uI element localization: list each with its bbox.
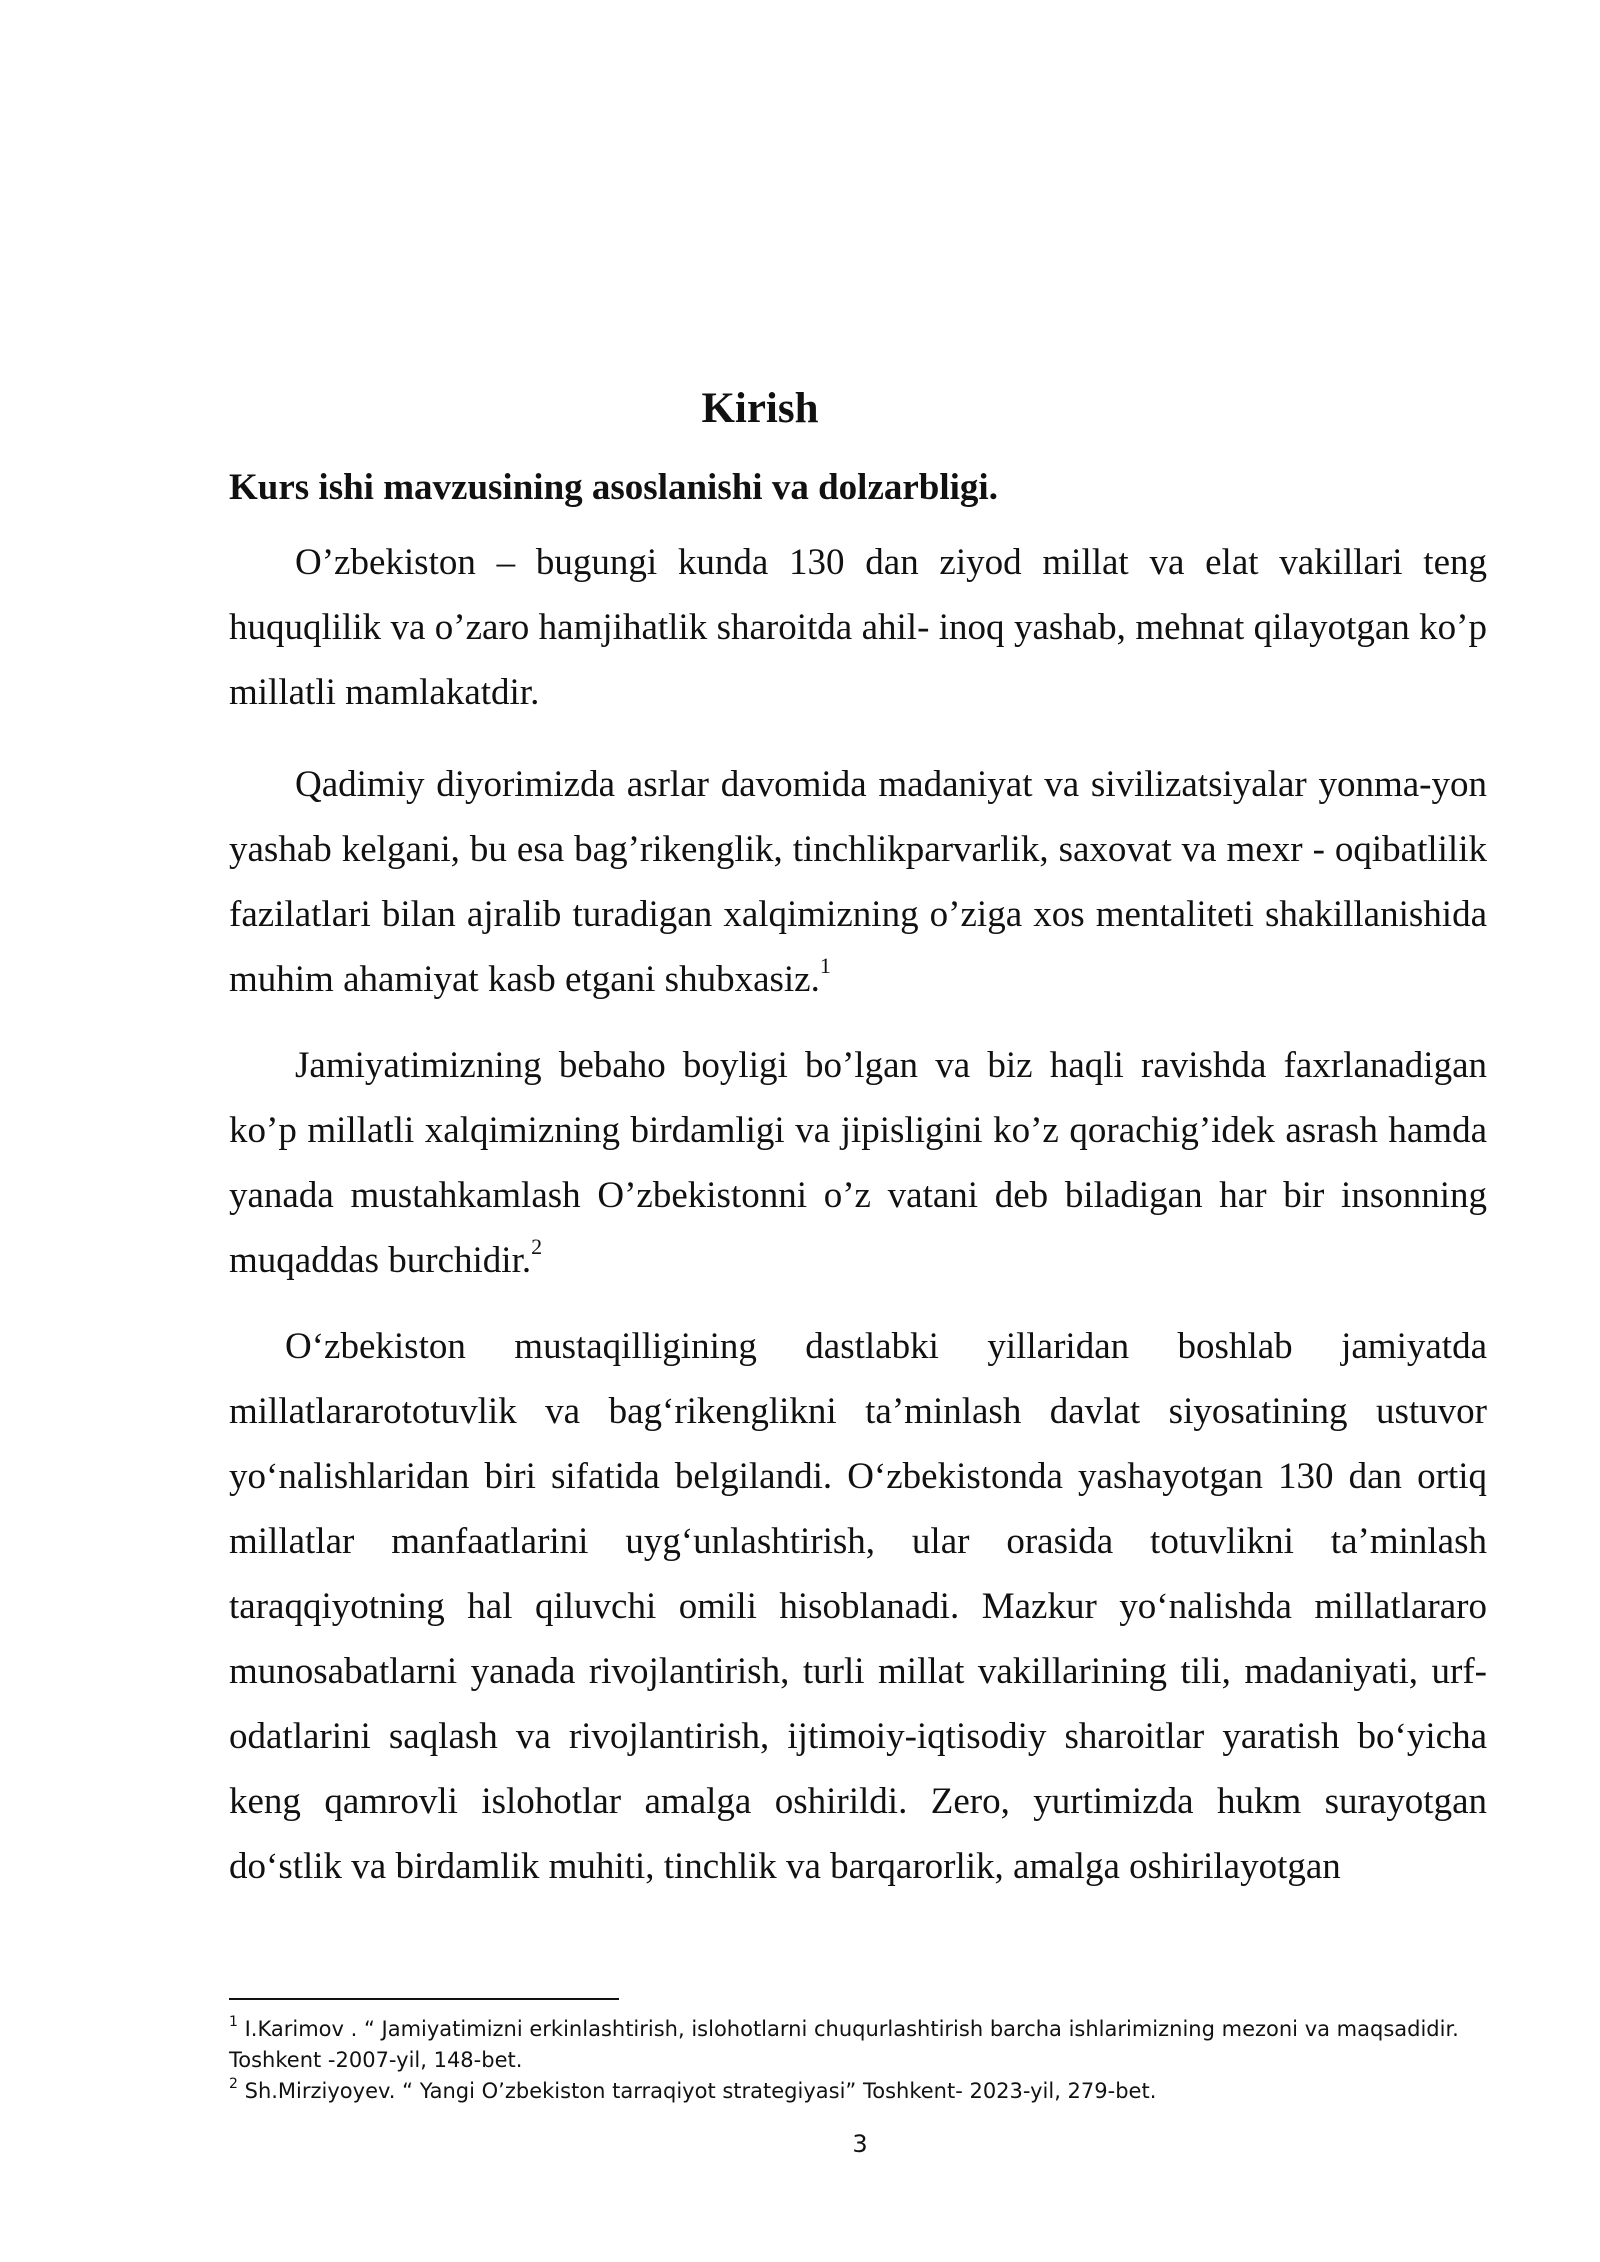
page-number: 3 bbox=[852, 2130, 868, 2158]
page-title: Kirish bbox=[701, 385, 819, 432]
footnote-1-text: I.Karimov . “ Jamiyatimizni erkinlashtirish, islohotlarni chuqurlashtirish barcha ishlarimizning mezoni va maqsadidir. Toshkent -2007-yil, 148-bet. bbox=[229, 2017, 1459, 2072]
paragraph-1-text: O’zbekiston – bugungi kunda 130 dan ziyod millat va elat vakillari teng huquqlilik va o’zaro hamjihatlik sharoitda ahil- inoq yashab, mehnat qilayotgan ko’p millatli mamlakatdir. bbox=[229, 542, 1487, 713]
paragraph-3-text: Jamiyatimizning bebaho boyligi bo’lgan va biz haqli ravishda faxrlanadigan ko’p millatli xalqimizning birdamligi va jipisligini ko’z qorachig’idek asrash hamda yanada mustahkamlash O’zbekistonni o’z vatani deb biladigan har bir insonning muqaddas burchidir. bbox=[229, 1045, 1487, 1281]
footnote-ref-2[interactable]: 2 bbox=[531, 1234, 543, 1259]
paragraph-2 bbox=[229, 752, 1487, 1012]
section-subtitle: Kurs ishi mavzusining asoslanishi va dolzarbligi. bbox=[229, 467, 998, 508]
paragraph-1 bbox=[229, 530, 1487, 725]
footnote-separator bbox=[229, 1998, 619, 2000]
paragraph-4-text: O‘zbekiston mustaqilligining dastlabki yillaridan boshlab jamiyatda millatlararototuvlik va bag‘rikenglikni ta’minlash davlat siyosatining ustuvor yo‘nalishlaridan biri sifatida belgilandi. O‘zbekistonda yashayotgan 130 dan ortiq millatlar manfaatlarini uyg‘unlashtirish, ular orasida totuvlikni ta’minlash taraqqiyotning hal qiluvchi omili hisoblanadi. Mazkur yo‘nalishda millatlararo munosabatlarni yanada rivojlantirish, turli millat vakillarining tili, madaniyati, urf-odatlarini saqlash va rivojlantirish, ijtimoiy-iqtisodiy sharoitlar yaratish bo‘yicha keng qamrovli islohotlar amalga oshirildi. Zero, yurtimizda hukm surayotgan do‘stlik va birdamlik muhiti, tinchlik va barqarorlik, amalga oshirilayotgan bbox=[229, 1326, 1487, 1887]
paragraph-2-text: Qadimiy diyorimizda asrlar davomida madaniyat va sivilizatsiyalar yonma-yon yashab kelgani, bu esa bag’rikenglik, tinchlikparvarlik, saxovat va mexr - oqibatlilik fazilatlari bilan ajralib turadigan xalqimizning o’ziga xos mentaliteti shakillanishida muhim ahamiyat kasb etgani shubxasiz. bbox=[229, 764, 1487, 1000]
footnote-2-text: Sh.Mirziyoyev. “ Yangi O’zbekiston tarraqiyot strategiyasi” Toshkent- 2023-yil, 279-bet. bbox=[244, 2079, 1157, 2103]
paragraph-4 bbox=[229, 1314, 1487, 1899]
footnote-2-number: 2 bbox=[229, 2076, 238, 2092]
footnote-1 bbox=[229, 2014, 1489, 2076]
footnote-ref-1[interactable]: 1 bbox=[819, 953, 831, 978]
paragraph-3 bbox=[229, 1033, 1487, 1293]
footnote-2 bbox=[229, 2076, 1489, 2107]
footnote-1-number: 1 bbox=[229, 2014, 238, 2030]
